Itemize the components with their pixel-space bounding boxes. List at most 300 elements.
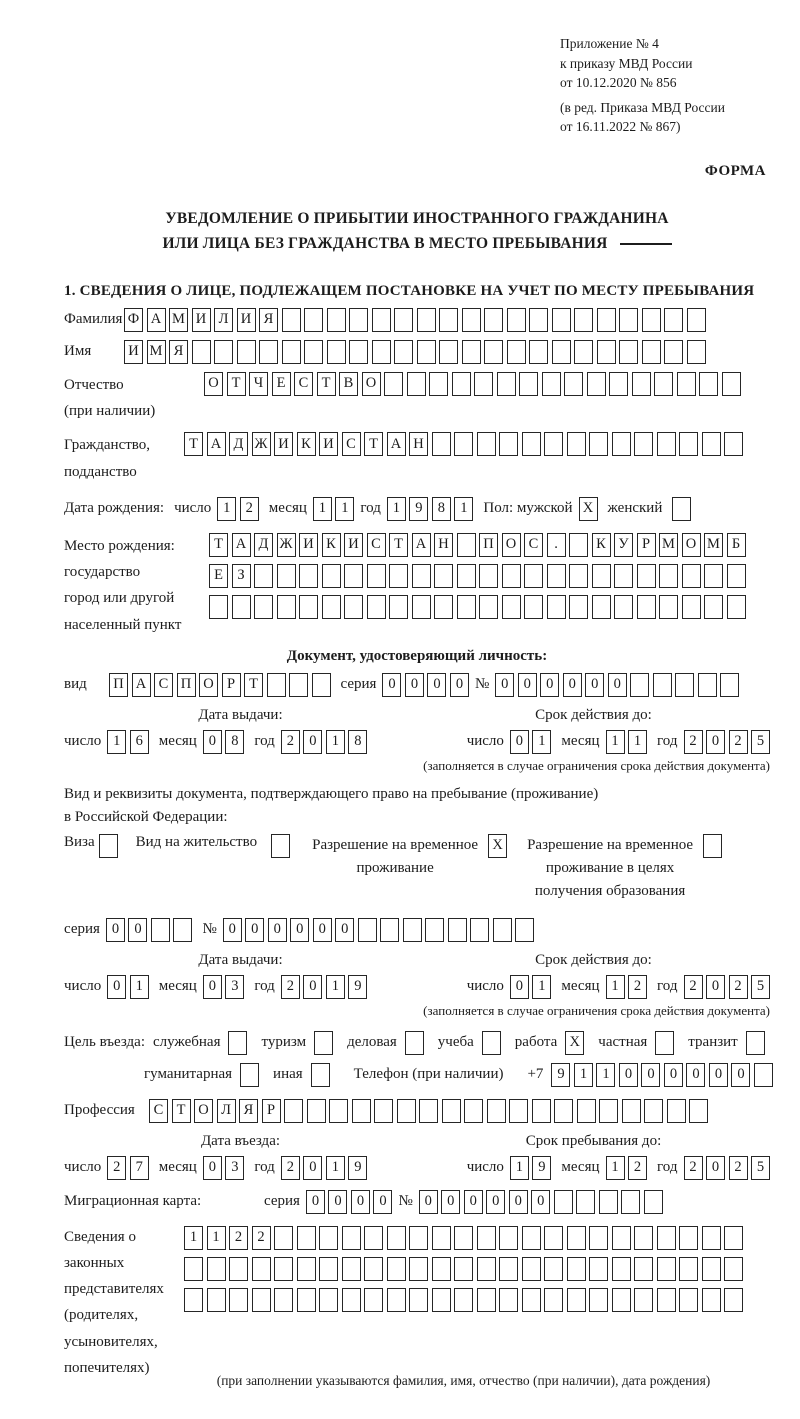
char-cell[interactable]: 0 (510, 730, 529, 754)
char-cell[interactable]: 2 (628, 1156, 647, 1180)
char-cell[interactable] (704, 564, 723, 588)
char-cell[interactable]: 2 (628, 975, 647, 999)
char-cell[interactable]: А (132, 673, 151, 697)
char-cell[interactable]: 0 (540, 673, 559, 697)
char-cell[interactable] (702, 1226, 721, 1250)
char-cell[interactable]: 3 (225, 1156, 244, 1180)
char-cell[interactable] (417, 340, 436, 364)
char-cell[interactable] (477, 1226, 496, 1250)
char-cell[interactable] (493, 918, 512, 942)
char-cell[interactable] (577, 1099, 596, 1123)
char-cell[interactable]: 0 (382, 673, 401, 697)
char-cell[interactable] (544, 1226, 563, 1250)
entry-day[interactable] (107, 1156, 149, 1180)
char-cell[interactable]: П (109, 673, 128, 697)
char-cell[interactable]: И (192, 308, 211, 332)
char-cell[interactable] (387, 1288, 406, 1312)
char-cell[interactable] (439, 308, 458, 332)
char-cell[interactable] (457, 595, 476, 619)
char-cell[interactable] (209, 595, 228, 619)
passport-valid-day[interactable] (510, 730, 552, 754)
char-cell[interactable] (384, 372, 403, 396)
char-cell[interactable]: Т (317, 372, 336, 396)
char-cell[interactable] (552, 308, 571, 332)
char-cell[interactable]: 0 (531, 1190, 550, 1214)
char-cell[interactable]: Ж (277, 533, 296, 557)
char-cell[interactable] (519, 372, 538, 396)
char-cell[interactable] (267, 673, 286, 697)
char-cell[interactable] (394, 308, 413, 332)
char-cell[interactable] (547, 564, 566, 588)
char-cell[interactable] (312, 673, 331, 697)
char-cell[interactable]: 1 (326, 975, 345, 999)
char-cell[interactable]: 0 (107, 975, 126, 999)
char-cell[interactable]: 0 (608, 673, 627, 697)
char-cell[interactable]: 0 (335, 918, 354, 942)
char-cell[interactable] (372, 308, 391, 332)
char-cell[interactable] (397, 1099, 416, 1123)
char-cell[interactable] (614, 564, 633, 588)
char-cell[interactable]: 0 (303, 730, 322, 754)
residence-issue-day[interactable] (107, 975, 149, 999)
char-cell[interactable]: 0 (509, 1190, 528, 1214)
birth-place-line3[interactable] (209, 595, 746, 619)
char-cell[interactable] (327, 340, 346, 364)
char-cell[interactable] (664, 340, 683, 364)
char-cell[interactable]: Т (364, 432, 383, 456)
char-cell[interactable] (409, 1257, 428, 1281)
char-cell[interactable]: 9 (532, 1156, 551, 1180)
char-cell[interactable] (544, 1257, 563, 1281)
char-cell[interactable]: Н (434, 533, 453, 557)
char-cell[interactable] (727, 564, 746, 588)
char-cell[interactable]: И (319, 432, 338, 456)
char-cell[interactable] (439, 340, 458, 364)
purpose-work-checkbox[interactable]: X (565, 1031, 584, 1055)
char-cell[interactable]: Д (254, 533, 273, 557)
char-cell[interactable] (299, 564, 318, 588)
char-cell[interactable] (277, 564, 296, 588)
char-cell[interactable]: И (237, 308, 256, 332)
char-cell[interactable]: 7 (130, 1156, 149, 1180)
char-cell[interactable]: 2 (684, 730, 703, 754)
passport-number-input[interactable] (495, 673, 739, 697)
char-cell[interactable] (632, 372, 651, 396)
stay-day[interactable] (510, 1156, 552, 1180)
char-cell[interactable] (254, 595, 273, 619)
char-cell[interactable]: Ж (252, 432, 271, 456)
char-cell[interactable] (587, 372, 606, 396)
char-cell[interactable] (192, 340, 211, 364)
char-cell[interactable]: А (232, 533, 251, 557)
char-cell[interactable] (569, 564, 588, 588)
purpose-humanitarian-checkbox[interactable] (240, 1063, 259, 1087)
char-cell[interactable] (151, 918, 170, 942)
passport-valid-year[interactable] (684, 730, 771, 754)
char-cell[interactable] (657, 432, 676, 456)
char-cell[interactable] (657, 1288, 676, 1312)
char-cell[interactable] (229, 1257, 248, 1281)
sex-female-checkbox[interactable] (672, 497, 691, 521)
residence-issue-month[interactable] (203, 975, 245, 999)
char-cell[interactable] (232, 595, 251, 619)
char-cell[interactable] (412, 595, 431, 619)
char-cell[interactable]: 0 (563, 673, 582, 697)
char-cell[interactable]: М (147, 340, 166, 364)
char-cell[interactable]: Я (259, 308, 278, 332)
char-cell[interactable]: 0 (290, 918, 309, 942)
temp-residence-permit-checkbox[interactable]: X (488, 834, 507, 858)
char-cell[interactable]: П (177, 673, 196, 697)
char-cell[interactable]: А (387, 432, 406, 456)
char-cell[interactable] (522, 1257, 541, 1281)
char-cell[interactable] (277, 595, 296, 619)
char-cell[interactable]: 0 (223, 918, 242, 942)
char-cell[interactable] (214, 340, 233, 364)
char-cell[interactable]: 1 (596, 1063, 615, 1087)
char-cell[interactable] (342, 1257, 361, 1281)
char-cell[interactable] (252, 1257, 271, 1281)
char-cell[interactable]: Е (272, 372, 291, 396)
char-cell[interactable] (442, 1099, 461, 1123)
char-cell[interactable] (403, 918, 422, 942)
birth-place-line2[interactable] (209, 564, 746, 588)
char-cell[interactable] (720, 673, 739, 697)
char-cell[interactable]: 9 (409, 497, 428, 521)
char-cell[interactable] (612, 1288, 631, 1312)
char-cell[interactable]: Р (222, 673, 241, 697)
patronymic-input[interactable] (204, 372, 741, 396)
char-cell[interactable]: Т (244, 673, 263, 697)
char-cell[interactable] (657, 1257, 676, 1281)
char-cell[interactable] (644, 1099, 663, 1123)
profession-input[interactable] (149, 1099, 708, 1123)
char-cell[interactable] (599, 1099, 618, 1123)
char-cell[interactable]: С (367, 533, 386, 557)
purpose-private-checkbox[interactable] (655, 1031, 674, 1055)
char-cell[interactable]: 0 (373, 1190, 392, 1214)
char-cell[interactable] (304, 308, 323, 332)
char-cell[interactable]: 1 (387, 497, 406, 521)
char-cell[interactable] (394, 340, 413, 364)
char-cell[interactable] (724, 1226, 743, 1250)
char-cell[interactable] (452, 372, 471, 396)
char-cell[interactable] (434, 564, 453, 588)
char-cell[interactable] (282, 340, 301, 364)
char-cell[interactable] (634, 432, 653, 456)
char-cell[interactable]: П (479, 533, 498, 557)
char-cell[interactable]: 2 (281, 1156, 300, 1180)
char-cell[interactable] (282, 308, 301, 332)
char-cell[interactable]: 9 (348, 1156, 367, 1180)
char-cell[interactable] (567, 1257, 586, 1281)
char-cell[interactable] (574, 308, 593, 332)
birth-day-input[interactable] (217, 497, 259, 521)
passport-issue-month[interactable] (203, 730, 245, 754)
char-cell[interactable]: 2 (281, 975, 300, 999)
char-cell[interactable]: Т (172, 1099, 191, 1123)
char-cell[interactable]: Е (209, 564, 228, 588)
char-cell[interactable] (407, 372, 426, 396)
residence-issue-year[interactable] (281, 975, 368, 999)
passport-issue-year[interactable] (281, 730, 368, 754)
char-cell[interactable]: 0 (619, 1063, 638, 1087)
migration-card-number-input[interactable] (419, 1190, 663, 1214)
char-cell[interactable]: 0 (203, 1156, 222, 1180)
char-cell[interactable]: 8 (432, 497, 451, 521)
char-cell[interactable] (448, 918, 467, 942)
char-cell[interactable]: 1 (606, 730, 625, 754)
char-cell[interactable]: 2 (107, 1156, 126, 1180)
char-cell[interactable]: 0 (585, 673, 604, 697)
char-cell[interactable]: 2 (240, 497, 259, 521)
char-cell[interactable] (432, 432, 451, 456)
char-cell[interactable] (589, 432, 608, 456)
char-cell[interactable]: Т (389, 533, 408, 557)
char-cell[interactable]: О (682, 533, 701, 557)
temp-residence-permit-edu-checkbox[interactable] (703, 834, 722, 858)
char-cell[interactable] (679, 1257, 698, 1281)
residence-valid-year[interactable] (684, 975, 771, 999)
char-cell[interactable]: 1 (510, 1156, 529, 1180)
char-cell[interactable]: 0 (706, 975, 725, 999)
stay-year[interactable] (684, 1156, 771, 1180)
char-cell[interactable] (609, 372, 628, 396)
char-cell[interactable] (657, 1226, 676, 1250)
residence-valid-day[interactable] (510, 975, 552, 999)
char-cell[interactable] (344, 564, 363, 588)
char-cell[interactable] (322, 595, 341, 619)
char-cell[interactable] (319, 1257, 338, 1281)
char-cell[interactable]: О (502, 533, 521, 557)
char-cell[interactable] (367, 564, 386, 588)
char-cell[interactable] (567, 1226, 586, 1250)
char-cell[interactable]: Р (637, 533, 656, 557)
char-cell[interactable] (207, 1288, 226, 1312)
char-cell[interactable] (554, 1099, 573, 1123)
char-cell[interactable] (614, 595, 633, 619)
purpose-official-checkbox[interactable] (228, 1031, 247, 1055)
char-cell[interactable]: 6 (130, 730, 149, 754)
char-cell[interactable] (634, 1257, 653, 1281)
char-cell[interactable]: Ч (249, 372, 268, 396)
char-cell[interactable] (304, 340, 323, 364)
char-cell[interactable] (675, 673, 694, 697)
char-cell[interactable] (307, 1099, 326, 1123)
char-cell[interactable] (274, 1226, 293, 1250)
char-cell[interactable] (589, 1257, 608, 1281)
char-cell[interactable]: Л (214, 308, 233, 332)
char-cell[interactable]: 9 (551, 1063, 570, 1087)
char-cell[interactable]: 0 (351, 1190, 370, 1214)
representatives-line3[interactable] (184, 1288, 743, 1312)
char-cell[interactable] (207, 1257, 226, 1281)
char-cell[interactable] (754, 1063, 773, 1087)
passport-series-input[interactable] (382, 673, 469, 697)
char-cell[interactable] (659, 595, 678, 619)
char-cell[interactable]: И (344, 533, 363, 557)
char-cell[interactable] (592, 564, 611, 588)
char-cell[interactable]: 8 (348, 730, 367, 754)
char-cell[interactable]: 0 (641, 1063, 660, 1087)
char-cell[interactable] (499, 432, 518, 456)
char-cell[interactable] (432, 1257, 451, 1281)
char-cell[interactable] (637, 595, 656, 619)
char-cell[interactable]: 2 (252, 1226, 271, 1250)
char-cell[interactable] (576, 1190, 595, 1214)
citizenship-input[interactable] (184, 432, 743, 456)
char-cell[interactable] (547, 595, 566, 619)
char-cell[interactable] (387, 1257, 406, 1281)
char-cell[interactable]: 1 (628, 730, 647, 754)
char-cell[interactable]: 0 (203, 730, 222, 754)
char-cell[interactable] (349, 340, 368, 364)
char-cell[interactable] (529, 308, 548, 332)
char-cell[interactable] (432, 1288, 451, 1312)
char-cell[interactable] (327, 308, 346, 332)
char-cell[interactable] (522, 1288, 541, 1312)
char-cell[interactable]: 0 (203, 975, 222, 999)
char-cell[interactable] (502, 595, 521, 619)
char-cell[interactable]: Б (727, 533, 746, 557)
char-cell[interactable]: С (149, 1099, 168, 1123)
char-cell[interactable]: И (124, 340, 143, 364)
char-cell[interactable] (477, 1288, 496, 1312)
representatives-line2[interactable] (184, 1257, 743, 1281)
char-cell[interactable] (412, 564, 431, 588)
char-cell[interactable]: К (322, 533, 341, 557)
phone-input[interactable] (551, 1063, 773, 1087)
residence-valid-month[interactable] (606, 975, 648, 999)
char-cell[interactable] (319, 1226, 338, 1250)
char-cell[interactable]: У (614, 533, 633, 557)
char-cell[interactable]: 0 (303, 1156, 322, 1180)
char-cell[interactable]: 0 (128, 918, 147, 942)
char-cell[interactable] (274, 1257, 293, 1281)
char-cell[interactable]: С (294, 372, 313, 396)
char-cell[interactable] (367, 595, 386, 619)
char-cell[interactable] (470, 918, 489, 942)
char-cell[interactable] (644, 1190, 663, 1214)
char-cell[interactable]: 2 (684, 975, 703, 999)
char-cell[interactable]: М (704, 533, 723, 557)
char-cell[interactable] (659, 564, 678, 588)
char-cell[interactable] (515, 918, 534, 942)
char-cell[interactable] (682, 595, 701, 619)
char-cell[interactable]: 0 (706, 1156, 725, 1180)
char-cell[interactable] (484, 340, 503, 364)
char-cell[interactable]: 0 (664, 1063, 683, 1087)
char-cell[interactable] (589, 1288, 608, 1312)
char-cell[interactable] (724, 432, 743, 456)
char-cell[interactable] (699, 372, 718, 396)
char-cell[interactable] (487, 1099, 506, 1123)
char-cell[interactable]: Я (169, 340, 188, 364)
char-cell[interactable] (612, 1226, 631, 1250)
char-cell[interactable] (419, 1099, 438, 1123)
char-cell[interactable] (564, 372, 583, 396)
char-cell[interactable] (434, 595, 453, 619)
char-cell[interactable] (502, 564, 521, 588)
char-cell[interactable] (619, 340, 638, 364)
char-cell[interactable] (499, 1288, 518, 1312)
char-cell[interactable]: 5 (751, 1156, 770, 1180)
char-cell[interactable] (349, 308, 368, 332)
char-cell[interactable]: А (147, 308, 166, 332)
char-cell[interactable] (722, 372, 741, 396)
char-cell[interactable]: Я (239, 1099, 258, 1123)
char-cell[interactable] (364, 1288, 383, 1312)
char-cell[interactable]: 1 (574, 1063, 593, 1087)
char-cell[interactable]: М (659, 533, 678, 557)
purpose-transit-checkbox[interactable] (746, 1031, 765, 1055)
char-cell[interactable]: 0 (106, 918, 125, 942)
char-cell[interactable]: 0 (441, 1190, 460, 1214)
char-cell[interactable]: 0 (306, 1190, 325, 1214)
char-cell[interactable]: 1 (207, 1226, 226, 1250)
char-cell[interactable] (462, 340, 481, 364)
char-cell[interactable]: О (204, 372, 223, 396)
char-cell[interactable] (544, 432, 563, 456)
char-cell[interactable] (429, 372, 448, 396)
char-cell[interactable] (509, 1099, 528, 1123)
char-cell[interactable] (259, 340, 278, 364)
char-cell[interactable] (484, 308, 503, 332)
char-cell[interactable]: 0 (686, 1063, 705, 1087)
char-cell[interactable]: 1 (217, 497, 236, 521)
char-cell[interactable]: 5 (751, 730, 770, 754)
char-cell[interactable]: 1 (606, 975, 625, 999)
char-cell[interactable] (274, 1288, 293, 1312)
entry-month[interactable] (203, 1156, 245, 1180)
char-cell[interactable] (619, 308, 638, 332)
char-cell[interactable] (374, 1099, 393, 1123)
char-cell[interactable] (702, 1288, 721, 1312)
char-cell[interactable] (689, 1099, 708, 1123)
char-cell[interactable]: Т (227, 372, 246, 396)
char-cell[interactable] (702, 1257, 721, 1281)
char-cell[interactable]: 1 (335, 497, 354, 521)
char-cell[interactable]: А (412, 533, 431, 557)
char-cell[interactable] (653, 673, 672, 697)
surname-input[interactable] (124, 308, 706, 332)
char-cell[interactable]: Н (409, 432, 428, 456)
char-cell[interactable] (507, 340, 526, 364)
char-cell[interactable] (364, 1226, 383, 1250)
char-cell[interactable] (297, 1226, 316, 1250)
char-cell[interactable] (524, 564, 543, 588)
char-cell[interactable]: 5 (751, 975, 770, 999)
char-cell[interactable] (474, 372, 493, 396)
char-cell[interactable]: 9 (348, 975, 367, 999)
char-cell[interactable]: 1 (107, 730, 126, 754)
char-cell[interactable] (597, 340, 616, 364)
char-cell[interactable]: О (194, 1099, 213, 1123)
migration-card-series-input[interactable] (306, 1190, 393, 1214)
char-cell[interactable]: С (154, 673, 173, 697)
visa-checkbox[interactable] (99, 834, 118, 858)
char-cell[interactable] (299, 595, 318, 619)
char-cell[interactable]: 1 (606, 1156, 625, 1180)
char-cell[interactable] (322, 564, 341, 588)
char-cell[interactable] (679, 432, 698, 456)
char-cell[interactable]: 0 (313, 918, 332, 942)
char-cell[interactable]: 0 (464, 1190, 483, 1214)
char-cell[interactable]: . (547, 533, 566, 557)
char-cell[interactable] (477, 1257, 496, 1281)
char-cell[interactable]: 1 (326, 1156, 345, 1180)
char-cell[interactable] (554, 1190, 573, 1214)
